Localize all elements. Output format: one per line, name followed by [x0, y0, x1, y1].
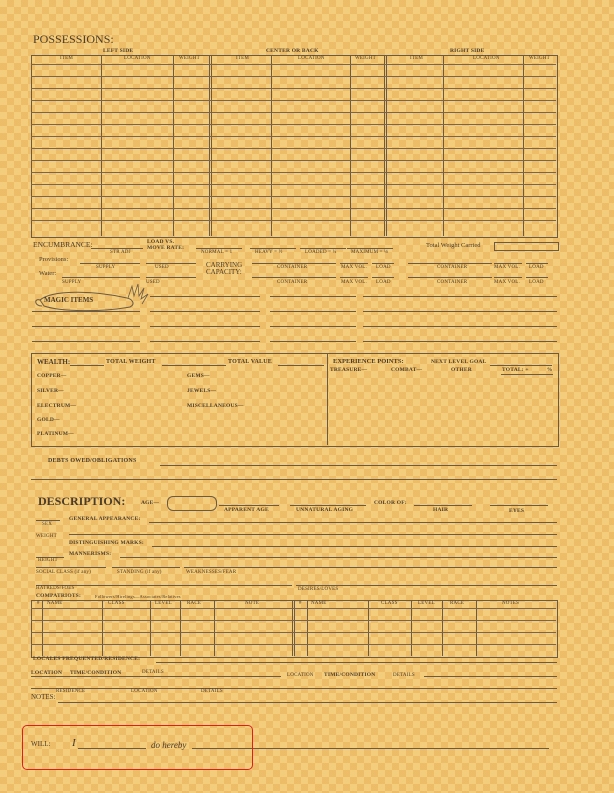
- wealth-xp-divider: [327, 353, 328, 445]
- str-adj-label: STR ADJ: [110, 250, 131, 255]
- heavy-line: [250, 248, 296, 249]
- unnatural-aging-label: UNNATURAL AGING: [296, 507, 354, 513]
- magic-item-line: [32, 311, 140, 312]
- electrum-label: ELECTRUM—: [37, 403, 77, 409]
- container-4-line: [408, 277, 492, 278]
- container-1-label: CONTAINER: [277, 265, 308, 270]
- section-right-side: RIGHT SIDE: [450, 48, 485, 54]
- magic-item-line: [270, 326, 356, 327]
- possessions-table: [31, 55, 558, 238]
- magic-item-line: [270, 296, 356, 297]
- compatriots-label: COMPATRIOTS:: [36, 593, 81, 599]
- location-1-label: LOCATION: [31, 670, 63, 676]
- scroll-curl-left: [36, 300, 42, 306]
- social-class-label: SOCIAL CLASS (if any): [36, 570, 91, 575]
- age-label: AGE—: [141, 500, 160, 506]
- magic-item-line: [150, 296, 260, 297]
- possessions-row-line: [31, 88, 556, 89]
- time-condition-2-label: TIME/CONDITION: [324, 672, 376, 678]
- col-location-1: LOCATION: [124, 56, 151, 61]
- details-3-label: DETAILS: [201, 689, 223, 694]
- heavy-label: HEAVY = ½: [255, 250, 283, 255]
- total-weight-carried-label: Total Weight Carried: [426, 242, 481, 249]
- treasure-label: TREASURE—: [330, 367, 368, 373]
- possessions-row-line: [31, 196, 556, 197]
- comp-col-note-1: NOTE: [245, 601, 260, 606]
- desires-label: DESIRES/LOVES: [298, 587, 339, 592]
- height-label: HEIGHT: [38, 558, 58, 563]
- color-of-label: COLOR OF:: [374, 500, 407, 506]
- general-appearance-line: [149, 522, 557, 523]
- standing-line: [112, 567, 180, 568]
- load-1-label: LOAD: [376, 265, 391, 270]
- normal-label: NORMAL = 1: [201, 250, 233, 255]
- move-rate-label: MOVE RATE:: [147, 245, 185, 251]
- load-2-line: [526, 263, 548, 264]
- col-item-3: ITEM: [410, 56, 424, 61]
- age-input[interactable]: [167, 496, 217, 511]
- standing-label: STANDING (if any): [117, 570, 162, 575]
- eyes-label: EYES: [509, 508, 525, 514]
- magic-item-line: [32, 341, 140, 342]
- total-weight-line: [162, 365, 226, 366]
- location-3-label: LOCATION: [131, 689, 158, 694]
- maxvol-2-label: MAX VOL.: [494, 265, 520, 270]
- magic-item-line: [363, 296, 557, 297]
- details-2-label: DETAILS: [393, 673, 415, 678]
- col-location-3: LOCATION: [473, 56, 500, 61]
- possessions-row-line: [31, 124, 556, 125]
- comp-col-level-2: LEVEL: [418, 601, 435, 606]
- distinguishing-marks-line: [152, 546, 557, 547]
- compatriots-row-line: [31, 620, 556, 621]
- total-label: TOTAL: +: [502, 367, 529, 373]
- possessions-row-line: [31, 172, 556, 173]
- gems-label: GEMS—: [187, 373, 210, 379]
- magic-item-line: [363, 311, 557, 312]
- provisions-supply-label: SUPPLY: [96, 265, 116, 270]
- apparent-age-label: APPARENT AGE: [224, 507, 269, 513]
- section-center-back: CENTER OR BACK: [266, 48, 319, 54]
- possessions-row-line: [31, 184, 556, 185]
- loaded-label: LOADED = ¼: [305, 250, 337, 255]
- possessions-row-line: [31, 136, 556, 137]
- copper-label: COPPER—: [37, 373, 67, 379]
- time-condition-1-label: TIME/CONDITION: [70, 670, 122, 676]
- maxvol-2-line: [494, 263, 522, 264]
- possessions-title: POSSESSIONS:: [33, 32, 114, 46]
- possessions-row-line: [31, 64, 556, 65]
- water-used-label: USED: [146, 280, 160, 285]
- mannerisms-line: [120, 557, 557, 558]
- col-weight-2: WEIGHT: [355, 56, 376, 61]
- weaknesses-label: WEAKNESSES/FEAR: [186, 570, 237, 575]
- hair-line: [414, 505, 472, 506]
- details-1-label: DETAILS: [142, 670, 164, 675]
- hatreds-label: HATREDS/FOES: [36, 586, 75, 591]
- load-3-line: [372, 277, 394, 278]
- unnatural-aging-line: [290, 505, 366, 506]
- comp-col-name-1: NAME: [47, 601, 63, 606]
- water-label: Water:: [39, 270, 57, 277]
- debts-line-1: [160, 465, 557, 466]
- weight-label: WEIGHT: [36, 534, 57, 539]
- next-level-goal-line: [490, 365, 552, 366]
- combat-label: COMBAT—: [391, 367, 423, 373]
- scroll-flame: [128, 284, 148, 304]
- comp-col-level-1: LEVEL: [155, 601, 172, 606]
- locales-line-3: [424, 676, 557, 677]
- comp-col-notes-2: NOTES: [502, 601, 520, 606]
- provisions-label: Provisions:: [39, 256, 69, 263]
- container-2-label: CONTAINER: [437, 265, 468, 270]
- carrying-label: CARRYING: [206, 261, 243, 269]
- maxvol-3-line: [340, 277, 368, 278]
- container-4-label: CONTAINER: [437, 280, 468, 285]
- silver-label: SILVER—: [37, 388, 64, 394]
- col-item-1: ITEM: [60, 56, 74, 61]
- locales-line-1: [156, 662, 557, 663]
- compatriots-row-line: [31, 644, 556, 645]
- normal-line: [196, 248, 242, 249]
- will-label: WILL:: [31, 740, 51, 748]
- loaded-line: [300, 248, 346, 249]
- magic-item-line: [270, 341, 356, 342]
- water-used-line: [146, 277, 196, 278]
- total-value-line: [278, 365, 324, 366]
- provisions-supply-line: [80, 263, 140, 264]
- comp-col-num-2: #: [299, 601, 302, 606]
- magic-item-line: [363, 341, 557, 342]
- container-3-label: CONTAINER: [277, 280, 308, 285]
- load-3-label: LOAD: [376, 280, 391, 285]
- maxvol-3-label: MAX VOL.: [341, 280, 367, 285]
- xp-total-line: [501, 374, 553, 375]
- total-weight-carried-box[interactable]: [494, 242, 559, 251]
- container-2-line: [408, 263, 492, 264]
- load-2-label: LOAD: [529, 265, 544, 270]
- description-title: DESCRIPTION:: [38, 494, 126, 508]
- magic-item-line: [150, 326, 260, 327]
- maxvol-4-label: MAX VOL.: [494, 280, 520, 285]
- maxvol-4-line: [494, 277, 522, 278]
- provisions-used-label: USED: [155, 265, 169, 270]
- comp-col-class-1: CLASS: [108, 601, 125, 606]
- magic-item-line: [363, 326, 557, 327]
- possessions-row-line: [31, 100, 556, 101]
- wealth-label: WEALTH:: [37, 358, 71, 366]
- percent-label: %: [547, 367, 553, 373]
- maximum-label: MAXIMUM = ⅛: [351, 250, 389, 255]
- col-location-2: LOCATION: [298, 56, 325, 61]
- next-level-goal-label: NEXT LEVEL GOAL: [431, 359, 487, 365]
- debts-label: DEBTS OWED/OBLIGATIONS: [48, 458, 137, 464]
- comp-col-race-2: RACE: [450, 601, 465, 606]
- sex-label: SEX: [42, 522, 53, 527]
- capacity-label: CAPACITY:: [206, 268, 242, 276]
- will-highlight-box: [22, 725, 253, 770]
- hair-label: HAIR: [433, 507, 449, 513]
- compatriots-row-line: [31, 632, 556, 633]
- other-label: OTHER: [451, 367, 472, 373]
- magic-item-line: [150, 341, 260, 342]
- total-weight-label: TOTAL WEIGHT: [106, 359, 156, 365]
- social-class-line: [36, 567, 106, 568]
- col-weight-1: WEIGHT: [179, 56, 200, 61]
- load-4-label: LOAD: [529, 280, 544, 285]
- magic-item-line: [32, 326, 140, 327]
- notes-line: [58, 702, 557, 703]
- mannerisms-label: MANNERISMS:: [69, 551, 112, 557]
- water-supply-label: SUPPLY: [62, 280, 82, 285]
- debts-line-2: [31, 479, 557, 480]
- col-item-2: ITEM: [236, 56, 250, 61]
- maximum-line: [347, 248, 393, 249]
- load-vs-label: LOAD VS.: [147, 239, 175, 245]
- load-4-line: [526, 277, 548, 278]
- location-2-label: LOCATION: [287, 673, 314, 678]
- encumbrance-line: [91, 248, 143, 249]
- magic-item-line: [270, 311, 356, 312]
- comp-col-class-2: CLASS: [381, 601, 398, 606]
- comp-col-name-2: NAME: [311, 601, 327, 606]
- apparent-age-line: [219, 505, 279, 506]
- will-i-text: I: [72, 737, 76, 749]
- load-1-line: [372, 263, 394, 264]
- possessions-row-line: [31, 112, 556, 113]
- encumbrance-label: ENCUMBRANCE:: [33, 240, 93, 249]
- possessions-row-line: [31, 160, 556, 161]
- wealth-line: [70, 365, 104, 366]
- sex-line: [36, 520, 60, 521]
- provisions-used-line: [146, 263, 196, 264]
- weaknesses-line: [184, 567, 557, 568]
- platinum-label: PLATINUM—: [37, 431, 74, 437]
- total-value-label: TOTAL VALUE: [228, 359, 272, 365]
- locales-label: LOCALES FREQUENTED/RESIDENCE:: [33, 656, 141, 662]
- experience-label: EXPERIENCE POINTS:: [333, 358, 404, 365]
- water-supply-line: [62, 277, 140, 278]
- locales-line-4: [31, 688, 557, 689]
- col-weight-3: WEIGHT: [529, 56, 550, 61]
- eyes-line: [490, 505, 548, 506]
- wealth-xp-box: [31, 353, 559, 447]
- possessions-row-line: [31, 208, 556, 209]
- section-left-side: LEFT SIDE: [103, 48, 134, 54]
- locales-line-2: [31, 676, 281, 677]
- magic-items-label: MAGIC ITEMS: [44, 296, 94, 304]
- comp-col-race-1: RACE: [187, 601, 202, 606]
- misc-label: MISCELLANEOUS—: [187, 403, 244, 409]
- notes-label: NOTES:: [31, 693, 56, 701]
- gold-label: GOLD—: [37, 417, 60, 423]
- container-1-line: [252, 263, 336, 264]
- residence-label: RESIDENCE: [56, 689, 86, 694]
- maxvol-1-label: MAX VOL.: [341, 265, 367, 270]
- possessions-row-line: [31, 220, 556, 221]
- compatriots-sublabel: Followers/Hirelings—Associates/Relatives: [95, 594, 181, 599]
- container-3-line: [252, 277, 336, 278]
- general-appearance-label: GENERAL APPEARANCE:: [69, 516, 141, 522]
- possessions-row-line: [31, 148, 556, 149]
- possessions-row-line: [31, 76, 556, 77]
- compatriots-row-line: [31, 608, 556, 609]
- comp-col-num-1: #: [37, 601, 40, 606]
- distinguishing-marks-label: DISTINGUISHING MARKS:: [69, 540, 144, 546]
- appearance-line-2: [69, 534, 557, 535]
- jewels-label: JEWELS—: [187, 388, 217, 394]
- maxvol-1-line: [340, 263, 368, 264]
- magic-item-line: [150, 311, 260, 312]
- desires-line: [296, 585, 557, 586]
- will-do-hereby-text: do hereby: [151, 740, 187, 750]
